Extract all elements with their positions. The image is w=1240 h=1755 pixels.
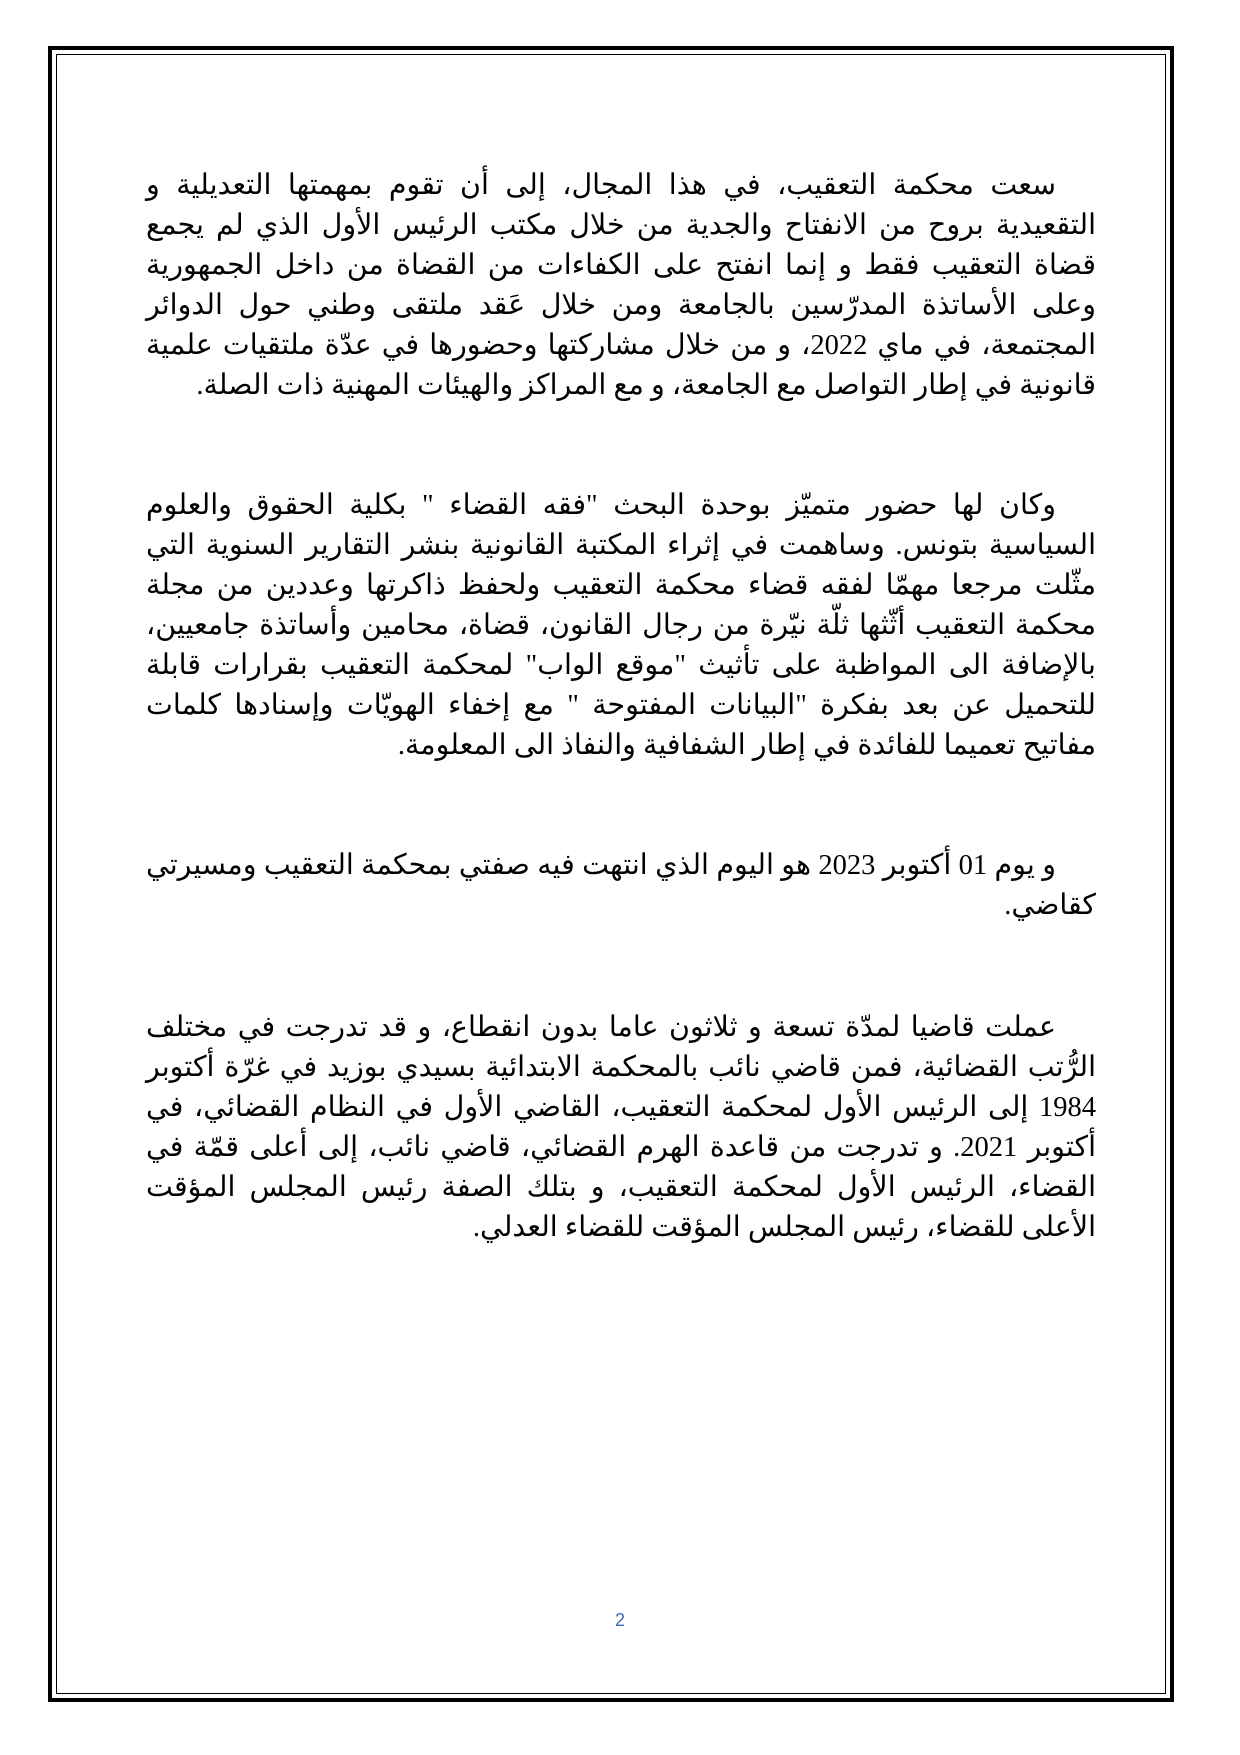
paragraph-career: عملت قاضيا لمدّة تسعة و ثلاثون عاما بدون انقطاع، و قد تدرجت في مختلف الرُّتب القضائية، فمن قاضي نائب بالمحكمة الابتدائية بسيدي بوزيد في غرّة أكتوبر 1984 إلى الرئيس الأول لمحكمة التعقيب، القاضي الأول في النظام القضائي، في أكتوبر 2021. و تدرجت من قاعدة الهرم القضائي، قاضي نائب، إلى أعلى قمّة في القضاء، الرئيس الأول لمحكمة التعقيب، و بتلك الصفة رئيس المجلس المؤقت الأعلى للقضاء، رئيس المجلس المؤقت للقضاء العدلي. (146, 1012, 1096, 1243)
page-number: 2 (614, 1610, 625, 1630)
paragraph-court-mission: سعت محكمة التعقيب، في هذا المجال، إلى أن تقوم بمهمتها التعديلية و التقعيدية بروح من الانفتاح والجدية من خلال مكتب الرئيس الأول الذي لم يجمع قضاة التعقيب فقط و إنما انفتح على الكفاءات من القضاة من داخل الجمهورية وعلى الأساتذة المدرّسين بالجامعة ومن خلال عَقد ملتقى وطني حول الدوائر المجتمعة، في ماي 2022، و من خلال مشاركتها وحضورها في عدّة ملتقيات علمية قانونية في إطار التواصل مع الجامعة، و مع المراكز والهيئات المهنية ذات الصلة. (146, 170, 1096, 401)
document-body (146, 166, 1096, 1248)
paragraph-end-of-service: و يوم 01 أكتوبر 2023 هو اليوم الذي انتهت فيه صفتي بمحكمة التعقيب ومسيرتي كقاضي. (146, 850, 1096, 921)
paragraph-research-publications: وكان لها حضور متميّز بوحدة البحث "فقه القضاء " بكلية الحقوق والعلوم السياسية بتونس. وساهمت في إثراء المكتبة القانونية بنشر التقارير السنوية التي مثّلت مرجعا مهمّا لفقه قضاء محكمة التعقيب ولحفظ ذاكرتها وعددين من مجلة محكمة التعقيب أثّثها ثلّة نيّرة من رجال القانون، قضاة، محامين وأساتذة جامعيين، بالإضافة الى المواظبة على تأثيث "موقع الواب" لمحكمة التعقيب بقرارات قابلة للتحميل عن بعد بفكرة "البيانات المفتوحة " مع إخفاء الهويّات وإسنادها كلمات مفاتيح تعميما للفائدة في إطار الشفافية والنفاذ الى المعلومة. (146, 490, 1096, 761)
